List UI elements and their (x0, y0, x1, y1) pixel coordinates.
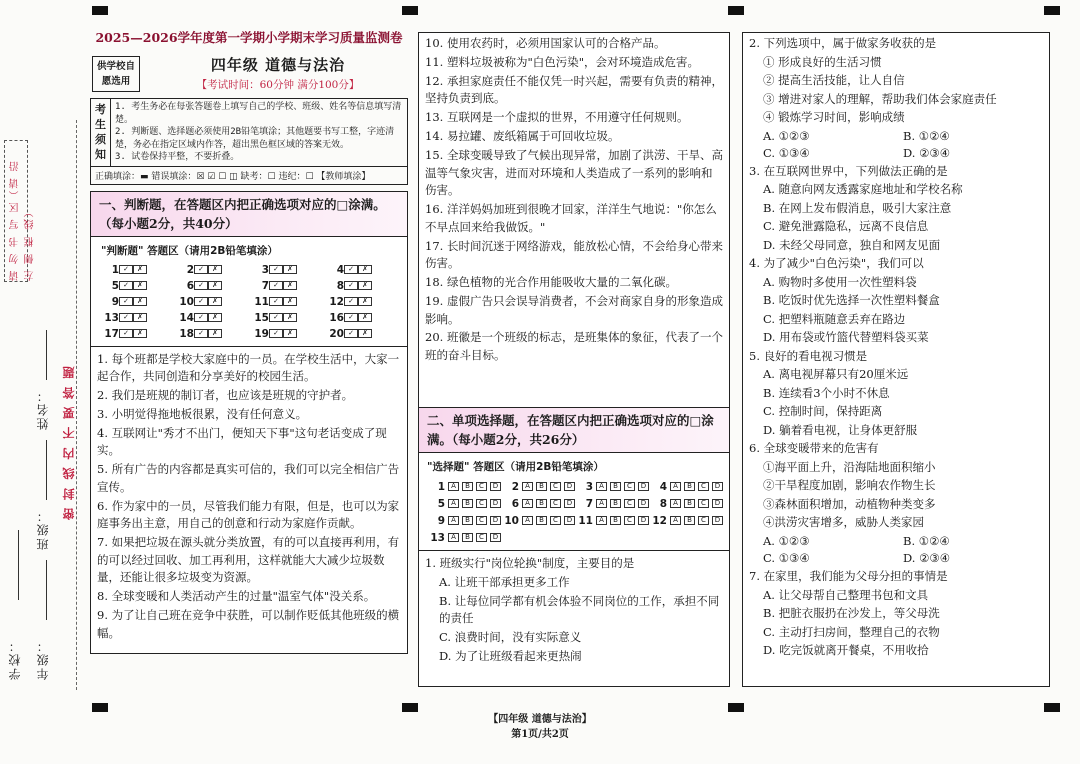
choice-statement: ② 提高生活技能，让人自信 (763, 73, 905, 87)
judge-question-1: 1. 每个班都是学校大家庭中的一员。在学校生活中，大家一起合作，共同创造和分享美好的校园生活。 (97, 351, 400, 384)
choice-option: B. 让每位同学都有机会体验不同岗位的工作，承担不同的责任 (439, 593, 720, 626)
judge-question-16: 16. 洋洋妈妈加班到很晚才回家，洋洋生气地说："你怎么不早点回来给我做饭。" (425, 202, 717, 234)
false-bubble[interactable]: ✗ (133, 281, 147, 290)
choice-option: C. 浪费时间，没有实际意义 (439, 630, 582, 645)
true-bubble[interactable]: ✓ (344, 297, 358, 306)
false-bubble[interactable]: ✗ (208, 281, 222, 290)
judge-question-6: 6. 作为家中的一员，尽管我们能力有限，但是，也可以为家庭事务出主意，用自己的创意和行动为家庭作贡献。 (97, 498, 400, 531)
false-bubble[interactable]: ✗ (133, 297, 147, 306)
choice-statement: ④ 锻炼学习时间，影响成绩 (763, 110, 905, 124)
false-bubble[interactable]: ✗ (208, 313, 222, 322)
choice-answer-item[interactable] (649, 481, 723, 493)
choice-option: A. 让班干部承担更多工作 (439, 574, 570, 589)
choice-answer-number: 1 (437, 480, 445, 493)
registration-mark (402, 703, 418, 712)
judge-question-10: 10. 使用农药时，必须用国家认可的合格产品。 (425, 36, 666, 50)
option-bubble[interactable]: B (610, 516, 621, 525)
true-bubble[interactable]: ✓ (119, 265, 133, 274)
option-bubble[interactable]: C (550, 516, 561, 525)
false-bubble[interactable]: ✗ (283, 329, 297, 338)
notice-label: 考生须知 (91, 99, 111, 167)
column-right (742, 32, 1050, 687)
judge-question-11: 11. 塑料垃圾被称为"白色污染"，会对环境造成危害。 (425, 54, 700, 69)
judge-question-5: 5. 所有广告的内容都是真实可信的，我们可以完全相信广告宣传。 (97, 462, 400, 494)
option-bubble[interactable]: B (684, 482, 695, 491)
judge-answer-item[interactable] (251, 294, 322, 310)
choice-answer-number: 13 (430, 531, 445, 544)
choice-option: D. ②③④ (903, 551, 951, 566)
option-bubble[interactable]: D (712, 499, 723, 508)
true-bubble[interactable]: ✓ (269, 313, 283, 322)
option-bubble[interactable]: C (550, 482, 561, 491)
exam-title: 2025—2026学年度第一学期小学期末学习质量监测卷 (95, 30, 403, 45)
judge-answer-number: 9 (111, 295, 119, 308)
choice-option: C. 避免泄露隐私，远离不良信息 (763, 219, 929, 234)
judge-answer-item[interactable] (326, 278, 397, 294)
judge-answer-number: 18 (179, 327, 194, 340)
choice-statement: ①海平面上升，沿海陆地面积缩小 (763, 459, 936, 474)
judge-answer-number: 6 (186, 279, 194, 292)
choice-answer-number: 9 (437, 514, 445, 527)
option-bubble[interactable]: D (564, 482, 575, 491)
choice-option: A. 随意向网友透露家庭地址和学校名称 (763, 182, 963, 197)
option-bubble[interactable]: A (448, 516, 459, 525)
choice-option: B. 吃饭时优先选择一次性塑料餐盒 (763, 293, 940, 308)
true-bubble[interactable]: ✓ (269, 329, 283, 338)
choice-answer-number: 8 (659, 497, 667, 510)
choice-question-2-stem: 2. 下列选项中，属于做家务收获的是 (749, 36, 937, 50)
option-bubble[interactable]: A (670, 482, 681, 491)
option-bubble[interactable]: B (536, 499, 547, 508)
choice-option: A. 购物时多使用一次性塑料袋 (763, 274, 917, 289)
option-bubble[interactable]: A (670, 516, 681, 525)
choice-option: A. 让父母帮自己整理书包和文具 (763, 587, 929, 602)
choice-option: C. ①③④ (763, 551, 810, 566)
choice-question-6-stem: 6. 全球变暖带来的危害有 (749, 441, 879, 456)
judge-question-9: 9. 为了让自己班在竞争中获胜，可以制作贬低其他班级的横幅。 (97, 608, 400, 640)
registration-mark (1044, 6, 1060, 15)
page-number: 第1页/共2页 (511, 729, 569, 740)
choice-statement: ③森林面积增加，动植物种类变多 (763, 496, 936, 511)
choice-option: C. 控制时间，保持距离 (763, 404, 883, 419)
judge-answer-item[interactable] (251, 262, 322, 278)
false-bubble[interactable]: ✗ (133, 329, 147, 338)
option-bubble[interactable]: C (698, 482, 709, 491)
judge-answer-item[interactable] (326, 294, 397, 310)
false-bubble[interactable]: ✗ (358, 297, 372, 306)
option-bubble[interactable]: D (490, 516, 501, 525)
option-bubble[interactable]: B (536, 516, 547, 525)
judge-question-7: 7. 如果把垃圾在源头就分类放置，有的可以直接再利用，有的可以经过回收、加工再利用，这样就能大大减少垃圾数量，还能让很多垃圾变为资源。 (97, 535, 400, 585)
false-bubble[interactable]: ✗ (283, 281, 297, 290)
option-bubble[interactable]: A (522, 499, 533, 508)
false-bubble[interactable]: ✗ (208, 265, 222, 274)
false-bubble[interactable]: ✗ (358, 313, 372, 322)
option-bubble[interactable]: C (476, 533, 487, 542)
section1-header: 一、判断题，在答题区内把正确选项对应的□涂满。（每小题2分，共40分） (91, 192, 407, 237)
false-bubble[interactable]: ✗ (133, 313, 147, 322)
choice-statement: ④洪涝灾害增多，威胁人类家园 (763, 515, 924, 530)
fill-example-row: 正确填涂：▬ 错误填涂：☒ ☑ ☐ ◫ 缺考：☐ 违纪：☐ 【教师填涂】 (91, 166, 408, 184)
choice-answer-number: 10 (504, 514, 519, 527)
true-bubble[interactable]: ✓ (194, 313, 208, 322)
false-bubble[interactable]: ✗ (358, 265, 372, 274)
option-bubble[interactable]: D (490, 499, 501, 508)
choice-option: D. 躺着看电视，让身体更舒服 (763, 422, 918, 437)
choice-option: D. 为了让班级看起来更热闹 (439, 649, 582, 664)
false-bubble[interactable]: ✗ (358, 329, 372, 338)
true-bubble[interactable]: ✓ (269, 297, 283, 306)
option-bubble[interactable]: C (476, 499, 487, 508)
choice-answer-number: 2 (511, 480, 519, 493)
option-bubble[interactable]: A (448, 482, 459, 491)
judge-answer-item[interactable] (101, 310, 172, 326)
choice-question-3-stem: 3. 在互联网世界中，下列做法正确的是 (749, 163, 948, 178)
column-left (88, 28, 410, 687)
choice-option: C. 主动打扫房间，整理自己的衣物 (763, 624, 940, 639)
judge-answer-number: 17 (104, 327, 119, 340)
judge-question-18: 18. 绿色植物的光合作用能吸收大量的二氧化碳。 (425, 275, 677, 290)
judge-answer-number: 12 (329, 295, 344, 308)
choice-question-4-stem: 4. 为了减少"白色污染"，我们可以 (749, 256, 924, 271)
judge-question-14: 14. 易拉罐、废纸箱属于可回收垃圾。 (425, 129, 620, 144)
choice-question-7-stem: 7. 在家里，我们能为父母分担的事情是 (749, 569, 948, 584)
judge-answer-number: 3 (261, 263, 269, 276)
no-write-label: 请 勿 书 写 区（请 沿 左 侧 框 线） (10, 159, 36, 281)
judge-answer-item[interactable] (101, 294, 172, 310)
choice-option: C. ①③④ (763, 145, 810, 160)
option-bubble[interactable]: A (448, 499, 459, 508)
true-bubble[interactable]: ✓ (194, 265, 208, 274)
choice-option: A. ①②③ (763, 128, 810, 143)
choice-option: D. 吃完饭就离开餐桌，不用收拾 (763, 643, 929, 658)
option-bubble[interactable]: A (596, 482, 607, 491)
choice-answer-number: 5 (437, 497, 445, 510)
judge-question-4: 4. 互联网让"秀才不出门，便知天下事"这句老话变成了现实。 (97, 425, 387, 458)
option-bubble[interactable]: B (684, 499, 695, 508)
choice-answer-grid (419, 453, 729, 551)
choice-answer-number: 4 (659, 480, 667, 493)
choice-answer-item[interactable] (649, 515, 723, 527)
false-bubble[interactable]: ✗ (358, 281, 372, 290)
judge-answer-item[interactable] (251, 278, 322, 294)
judge-answer-number: 19 (254, 327, 269, 340)
choice-option: B. ①②④ (903, 128, 950, 143)
option-bubble[interactable]: D (712, 516, 723, 525)
false-bubble[interactable]: ✗ (283, 297, 297, 306)
option-bubble[interactable]: C (624, 499, 635, 508)
true-bubble[interactable]: ✓ (269, 281, 283, 290)
choice-option: B. 在网上发布假消息，吸引大家注意 (763, 200, 952, 215)
footer-subject: 【四年级 道德与法治】 (488, 714, 592, 725)
judge-answer-item[interactable] (176, 278, 247, 294)
option-bubble[interactable]: C (624, 516, 635, 525)
judge-questions-continued (419, 33, 729, 407)
option-bubble[interactable]: D (490, 482, 501, 491)
judge-answer-item[interactable] (176, 294, 247, 310)
true-bubble[interactable]: ✓ (269, 265, 283, 274)
judge-question-3: 3. 小明觉得拖地板很累，没有任何意义。 (97, 406, 308, 421)
no-write-zone (4, 140, 36, 282)
judge-question-12: 12. 承担家庭责任不能仅凭一时兴起，需要有负责的精神，坚持负责到底。 (425, 73, 723, 106)
option-bubble[interactable]: C (698, 499, 709, 508)
seal-line-notice: 密 封 线 内 不 要 答 题 (62, 364, 76, 520)
true-bubble[interactable]: ✓ (119, 329, 133, 338)
seal-line (76, 120, 77, 690)
choice-answer-item[interactable] (501, 515, 575, 527)
judge-grid-title: "判断题" 答题区（请用2B铅笔填涂） (101, 244, 278, 257)
true-bubble[interactable]: ✓ (119, 297, 133, 306)
judge-answer-item[interactable] (176, 310, 247, 326)
option-bubble[interactable]: C (550, 499, 561, 508)
choice-answer-item[interactable] (501, 481, 575, 493)
grade-label: 年级： (36, 638, 50, 680)
registration-mark (92, 703, 108, 712)
true-bubble[interactable]: ✓ (119, 281, 133, 290)
footer (440, 710, 640, 740)
school-label: 学校： (8, 638, 22, 680)
judge-answer-item[interactable] (101, 326, 172, 342)
option-bubble[interactable]: A (448, 533, 459, 542)
choice-answer-item[interactable] (575, 498, 649, 510)
judge-answer-item[interactable] (101, 262, 172, 278)
option-bubble[interactable]: D (564, 516, 575, 525)
judge-answer-number: 13 (104, 311, 119, 324)
option-bubble[interactable]: A (596, 516, 607, 525)
choice-answer-item[interactable] (575, 481, 649, 493)
choice-option: C. 把塑料瓶随意丢弃在路边 (763, 311, 906, 326)
judge-answer-number: 16 (329, 311, 344, 324)
judge-answer-number: 5 (111, 279, 119, 292)
choice-questions-2-7 (743, 33, 1049, 660)
judge-answer-number: 7 (261, 279, 269, 292)
name-field[interactable] (46, 330, 47, 380)
registration-mark (92, 6, 108, 15)
section1-box (90, 191, 408, 654)
judge-question-8: 8. 全球变暖和人类活动产生的过量"温室气体"没关系。 (97, 589, 376, 604)
false-bubble[interactable]: ✗ (208, 329, 222, 338)
school-field[interactable] (18, 530, 19, 600)
option-bubble[interactable]: D (564, 499, 575, 508)
option-bubble[interactable]: B (462, 533, 473, 542)
registration-mark (728, 6, 744, 15)
true-bubble[interactable]: ✓ (344, 313, 358, 322)
choice-answer-number: 6 (511, 497, 519, 510)
class-label: 班级： (36, 508, 50, 550)
judge-question-19: 19. 虚假广告只会误导消费者，不会对商家自身的形象造成影响。 (425, 293, 723, 326)
registration-mark (728, 703, 744, 712)
choice-question-5-stem: 5. 良好的看电视习惯是 (749, 348, 868, 363)
choice-statement: ②干旱程度加剧，影响农作物生长 (763, 478, 936, 493)
true-bubble[interactable]: ✓ (194, 329, 208, 338)
choice-option: A. ①②③ (763, 533, 810, 548)
judge-question-20: 20. 班徽是一个班级的标志，是班集体的象征，代表了一个班的奋斗目标。 (425, 330, 723, 363)
choice-option: B. 把脏衣服扔在沙发上，等父母洗 (763, 606, 940, 621)
notice-item: 3. 试卷保持平整，不要折叠。 (115, 152, 240, 162)
option-bubble[interactable]: B (684, 516, 695, 525)
option-bubble[interactable]: A (596, 499, 607, 508)
choice-statement: ① 形成良好的生活习惯 (763, 54, 882, 69)
choice-answer-number: 11 (578, 514, 593, 527)
grade-subject-title: 四年级 道德与法治 (210, 56, 346, 74)
judge-answer-item[interactable] (326, 326, 397, 342)
judge-answer-number: 4 (336, 263, 344, 276)
choice-answer-item[interactable] (501, 498, 575, 510)
false-bubble[interactable]: ✗ (283, 265, 297, 274)
choice-statement: ③ 增进对家人的理解，帮助我们体会家庭责任 (763, 91, 997, 106)
choice-answer-item[interactable] (575, 515, 649, 527)
choice-option: D. ②③④ (903, 145, 951, 160)
choice-option: B. 连续看3个小时不休息 (763, 385, 890, 400)
option-bubble[interactable]: B (462, 499, 473, 508)
option-bubble[interactable]: D (638, 482, 649, 491)
choice-answer-item[interactable] (649, 498, 723, 510)
option-bubble[interactable]: D (638, 516, 649, 525)
option-bubble[interactable]: C (698, 516, 709, 525)
option-bubble[interactable]: C (476, 516, 487, 525)
registration-mark (1044, 703, 1060, 712)
choice-answer-number: 7 (585, 497, 593, 510)
choice-answer-item[interactable] (427, 515, 501, 527)
false-bubble[interactable]: ✗ (283, 313, 297, 322)
false-bubble[interactable]: ✗ (133, 265, 147, 274)
judge-answer-item[interactable] (326, 262, 397, 278)
section2-header: 二、单项选择题，在答题区内把正确选项对应的□涂满。（每小题2分，共26分） (419, 407, 729, 453)
judge-question-17: 17. 长时间沉迷于网络游戏，能放松心情，不会给身心带来伤害。 (425, 238, 723, 271)
judge-answer-number: 11 (254, 295, 269, 308)
option-bubble[interactable]: B (610, 499, 621, 508)
option-bubble[interactable]: C (624, 482, 635, 491)
choice-answer-item[interactable] (427, 481, 501, 493)
judge-answer-number: 14 (179, 311, 194, 324)
option-bubble[interactable]: D (712, 482, 723, 491)
class-field[interactable] (46, 440, 47, 500)
option-bubble[interactable]: B (610, 482, 621, 491)
choice-option: A. 离电视屏幕只有20厘米远 (763, 367, 909, 382)
true-bubble[interactable]: ✓ (194, 297, 208, 306)
judge-answer-grid (91, 237, 407, 347)
true-bubble[interactable]: ✓ (344, 281, 358, 290)
option-bubble[interactable]: B (462, 482, 473, 491)
choice-option: B. ①②④ (903, 533, 950, 548)
true-bubble[interactable]: ✓ (119, 313, 133, 322)
option-bubble[interactable]: A (522, 482, 533, 491)
judge-answer-number: 10 (179, 295, 194, 308)
judge-answer-item[interactable] (251, 326, 322, 342)
judge-answer-number: 2 (186, 263, 194, 276)
option-bubble[interactable]: A (670, 499, 681, 508)
true-bubble[interactable]: ✓ (344, 329, 358, 338)
judge-answer-item[interactable] (326, 310, 397, 326)
choice-option: D. 用布袋或竹篮代替塑料袋买菜 (763, 330, 929, 345)
judge-answer-number: 1 (111, 263, 119, 276)
true-bubble[interactable]: ✓ (194, 281, 208, 290)
judge-answer-item[interactable] (251, 310, 322, 326)
true-bubble[interactable]: ✓ (344, 265, 358, 274)
judge-answer-item[interactable] (176, 262, 247, 278)
judge-answer-number: 15 (254, 311, 269, 324)
judge-question-15: 15. 全球变暖导致了气候出现异常，加剧了洪涝、干旱、高温等气象灾害，进而对环境和人类造成了一系列的影响和伤害。 (425, 148, 723, 198)
choice-answer-number: 12 (652, 514, 667, 527)
option-bubble[interactable]: A (522, 516, 533, 525)
name-label: 姓名： (36, 388, 50, 430)
option-bubble[interactable]: D (490, 533, 501, 542)
option-bubble[interactable]: B (462, 516, 473, 525)
notice-item: 1. 考生务必在每张答题卷上填写自己的学校、班级、姓名等信息填写清楚。 (115, 102, 402, 125)
choice-answer-number: 3 (585, 480, 593, 493)
judge-answer-number: 20 (329, 327, 344, 340)
choice-option: D. 未经父母同意，独自和网友见面 (763, 237, 941, 252)
notice-item: 2. 判断题、选择题必须使用2B铅笔填涂；其他题要书写工整，字迹清楚，务必在指定区域内作答，超出黑色框区域的答案无效。 (115, 127, 395, 150)
notice-table (90, 98, 408, 185)
choice-question-1 (419, 551, 729, 666)
judge-answer-number: 8 (336, 279, 344, 292)
judge-question-2: 2. 我们是班规的制订者，也应该是班规的守护者。 (97, 387, 354, 402)
judge-question-13: 13. 互联网是一个虚拟的世界，不用遵守任何规则。 (425, 110, 689, 125)
option-bubble[interactable]: C (476, 482, 487, 491)
option-bubble[interactable]: B (536, 482, 547, 491)
judge-answer-item[interactable] (176, 326, 247, 342)
section1-questions (91, 347, 407, 643)
choice-question-1-stem: 1. 班级实行"岗位轮换"制度，主要目的是 (425, 556, 635, 570)
grade-field[interactable] (46, 560, 47, 620)
registration-mark (402, 6, 418, 15)
false-bubble[interactable]: ✗ (208, 297, 222, 306)
choice-answer-item[interactable] (427, 498, 501, 510)
judge-answer-item[interactable] (101, 278, 172, 294)
column-middle (418, 32, 730, 687)
exam-time-info: 【考试时间：60分钟 满分100分】 (196, 79, 360, 91)
school-optional-tag: 供学校自愿选用 (92, 56, 140, 92)
choice-grid-title: "选择题" 答题区（请用2B铅笔填涂） (427, 461, 604, 473)
choice-answer-item[interactable] (427, 532, 501, 544)
option-bubble[interactable]: D (638, 499, 649, 508)
